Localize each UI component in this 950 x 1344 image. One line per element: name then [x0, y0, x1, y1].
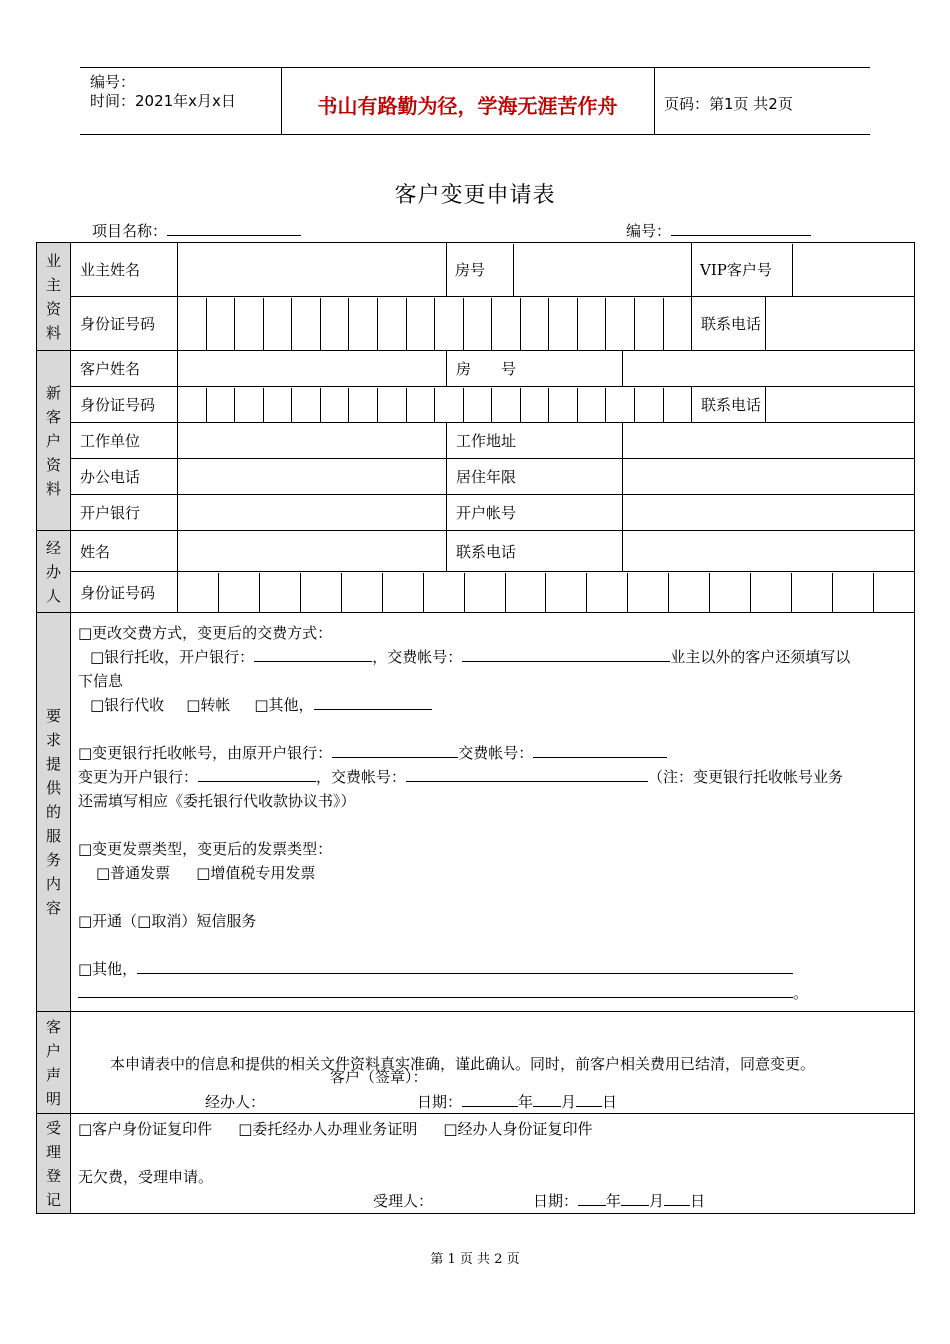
change-account-note: （注：变更银行托收帐号业务 — [648, 768, 844, 786]
agent-row-2 — [37, 572, 915, 613]
agent-name-label: 姓名 — [71, 531, 178, 572]
authorization-proof-option[interactable]: □委托经办人办理业务证明 — [238, 1119, 418, 1138]
acceptance-date: 日期： 年 月 日 — [533, 1191, 706, 1210]
header-divider — [654, 68, 655, 134]
declaration-row — [37, 1012, 915, 1114]
new-bank-line — [78, 765, 908, 789]
vat-invoice-option[interactable]: □增值税专用发票 — [196, 864, 316, 882]
new-customer-row-1 — [37, 351, 915, 387]
bank-collection-account-label: ，交费帐号： — [372, 648, 463, 666]
new-bank-field[interactable] — [198, 767, 316, 782]
owner-room-field[interactable] — [514, 244, 691, 296]
acceptor-line — [78, 1189, 908, 1213]
header-page-label: 页码：第1页 共2页 — [664, 95, 793, 113]
acceptance-month-field[interactable] — [621, 1191, 649, 1206]
residence-years-field[interactable] — [623, 459, 915, 495]
service-row — [37, 613, 915, 1012]
work-address-label: 工作地址 — [447, 423, 623, 459]
office-phone-label: 办公电话 — [71, 459, 178, 495]
work-unit-label: 工作单位 — [71, 423, 178, 459]
new-customer-room-label: 房 号 — [447, 351, 623, 387]
owner-vip-label: VIP客户号 — [692, 244, 793, 296]
project-name-label: 项目名称： — [92, 220, 301, 241]
office-phone-field[interactable] — [178, 459, 447, 495]
other-service-field-2[interactable] — [78, 983, 793, 998]
change-account-option[interactable]: □变更银行托收帐号，由原开户银行： — [78, 744, 333, 762]
bank-collection-option[interactable]: □银行托收，开户银行： — [90, 648, 255, 666]
other-payment-option[interactable]: □其他， — [254, 696, 314, 714]
agent-section-label: 经 办 人 — [37, 531, 71, 613]
new-customer-id-label: 身份证号码 — [71, 387, 178, 423]
page-header — [80, 67, 870, 135]
service-section-label: 要 求 提 供 的 服 务 内 容 — [37, 613, 71, 1012]
bank-agent-option[interactable]: □银行代收 — [90, 696, 165, 714]
no-arrears-text: 无欠费，受理申请。 — [78, 1167, 214, 1186]
bank-field[interactable] — [178, 495, 447, 531]
header-time-label: 时间：2021年x月x日 — [90, 92, 236, 110]
owner-section-label: 业 主 资 料 — [37, 243, 71, 351]
acceptor-label: 受理人： — [373, 1191, 434, 1210]
owner-room-label: 房号 — [447, 244, 514, 296]
owner-room-cell — [447, 243, 692, 297]
owner-row-1 — [37, 243, 915, 297]
new-customer-row-5 — [37, 495, 915, 531]
declaration-section-label: 客 户 声 明 — [37, 1012, 71, 1114]
acceptance-row — [37, 1114, 915, 1214]
form-number-label: 编号： — [626, 220, 811, 241]
new-customer-id-boxes[interactable] — [178, 387, 692, 423]
new-customer-room-field[interactable] — [623, 351, 915, 387]
agent-id-boxes[interactable] — [178, 572, 915, 613]
application-form-table — [36, 242, 915, 1214]
acceptance-items — [78, 1117, 908, 1141]
original-account-label: 交费帐号： — [458, 744, 534, 762]
new-customer-section-label: 新 客 户 资 料 — [37, 351, 71, 531]
owner-id-label: 身份证号码 — [71, 297, 178, 351]
new-bank-label: 变更为开户银行： — [78, 768, 199, 786]
account-label: 开户帐号 — [447, 495, 623, 531]
new-customer-phone-label: 联系电话 — [692, 387, 766, 423]
customer-id-copy-option[interactable]: □客户身份证复印件 — [78, 1119, 213, 1138]
other-customer-note-cont: 下信息 — [78, 672, 124, 690]
acceptance-year-field[interactable] — [578, 1191, 606, 1206]
other-payment-field[interactable] — [314, 695, 432, 710]
payment-options-line — [78, 693, 908, 717]
bank-collection-bank-field[interactable] — [254, 647, 372, 662]
owner-name-field[interactable] — [178, 243, 447, 297]
new-customer-name-label: 客户姓名 — [71, 351, 178, 387]
agent-phone-field[interactable] — [623, 531, 915, 572]
account-field[interactable] — [623, 495, 915, 531]
header-number-label: 编号： — [90, 73, 136, 91]
owner-vip-cell — [692, 243, 915, 297]
declaration-content — [71, 1012, 915, 1114]
new-customer-row-3 — [37, 423, 915, 459]
change-account-note-cont: 还需填写相应《委托银行代收款协议书》） — [78, 792, 356, 810]
change-payment-option[interactable]: □更改交费方式，变更后的交费方式： — [78, 624, 333, 642]
new-account-field[interactable] — [406, 767, 648, 782]
owner-row-2 — [37, 297, 915, 351]
agent-name-field[interactable] — [178, 531, 447, 572]
acceptance-content — [71, 1114, 915, 1214]
work-unit-field[interactable] — [178, 423, 447, 459]
residence-years-label: 居住年限 — [447, 459, 623, 495]
owner-id-boxes[interactable] — [178, 297, 692, 351]
service-content — [71, 613, 915, 1012]
agent-id-label: 身份证号码 — [71, 572, 178, 613]
owner-name-label: 业主姓名 — [71, 243, 178, 297]
sms-service-option[interactable]: □开通（□取消）短信服务 — [78, 912, 257, 930]
agent-id-copy-option[interactable]: □经办人身份证复印件 — [443, 1119, 593, 1138]
declaration-year-field[interactable] — [462, 1092, 518, 1107]
agent-phone-label: 联系电话 — [447, 531, 623, 572]
page-title: 客户变更申请表 — [394, 183, 556, 208]
owner-phone-label: 联系电话 — [692, 297, 766, 351]
transfer-option[interactable]: □转帐 — [186, 696, 231, 714]
other-service-line — [78, 957, 908, 981]
bank-collection-line — [78, 645, 908, 669]
other-service-line-2: 。 — [78, 981, 908, 1005]
declaration-month-field[interactable] — [533, 1092, 561, 1107]
form-number-field[interactable] — [671, 221, 811, 236]
new-customer-name-field[interactable] — [178, 351, 447, 387]
bank-collection-account-field[interactable] — [462, 647, 670, 662]
new-customer-phone-field[interactable] — [766, 387, 915, 423]
other-service-option[interactable]: □其他， — [78, 960, 138, 978]
project-name-field[interactable] — [167, 221, 301, 236]
new-customer-row-2 — [37, 387, 915, 423]
change-account-line — [78, 741, 908, 765]
new-account-label: ，交费帐号： — [316, 768, 407, 786]
customer-signature-label: 客户（签章）： — [330, 1068, 428, 1086]
acceptance-section-label: 受 理 登 记 — [37, 1114, 71, 1214]
work-address-field[interactable] — [623, 423, 915, 459]
change-invoice-option[interactable]: □变更发票类型，变更后的发票类型： — [78, 840, 333, 858]
declaration-day-field[interactable] — [576, 1092, 602, 1107]
declaration-date: 日期： 年 月 日 — [417, 1093, 618, 1111]
original-bank-field[interactable] — [332, 743, 458, 758]
header-motto: 书山有路勤为径，学海无涯苦作舟 — [317, 94, 618, 118]
declaration-text: 本申请表中的信息和提供的相关文件资料真实准确，谨此确认。同时，前客户相关费用已结清，同意变更。 — [110, 1054, 816, 1073]
owner-phone-field[interactable] — [766, 297, 915, 351]
other-customer-note: 业主以外的客户还须填写以 — [670, 648, 851, 666]
invoice-types-line — [78, 861, 908, 885]
normal-invoice-option[interactable]: □普通发票 — [96, 864, 171, 882]
new-customer-row-4 — [37, 459, 915, 495]
other-service-field[interactable] — [137, 959, 793, 974]
page-footer: 第 1 页 共 2 页 — [430, 1252, 520, 1267]
acceptance-day-field[interactable] — [664, 1191, 690, 1206]
declaration-agent-label: 经办人： — [205, 1093, 266, 1111]
owner-vip-field[interactable] — [793, 244, 914, 296]
agent-row-1 — [37, 531, 915, 572]
bank-label: 开户银行 — [71, 495, 178, 531]
original-account-field[interactable] — [533, 743, 667, 758]
